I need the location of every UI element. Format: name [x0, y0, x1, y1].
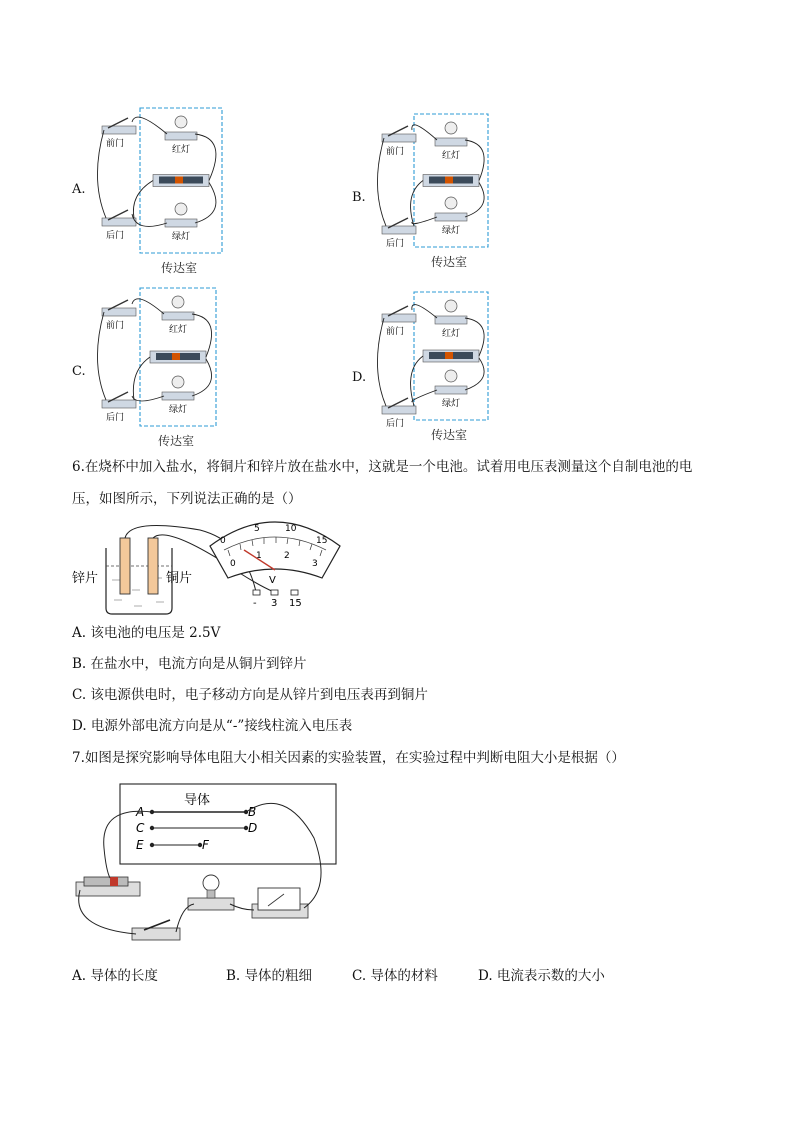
- q6-option-c: C. 该电源供电时，电子移动方向是从锌片到电压表再到铜片: [72, 687, 428, 703]
- guard-room-caption: 传达室: [158, 434, 195, 448]
- zinc-plate: [120, 538, 130, 594]
- svg-text:F: F: [202, 838, 209, 852]
- q5-circuit-diagram: [376, 288, 546, 448]
- q5-circuit-diagram: [96, 100, 266, 260]
- svg-text:15: 15: [316, 536, 328, 546]
- green-lamp-label: 绿灯: [442, 226, 461, 236]
- q5-option-letter: D.: [352, 370, 367, 385]
- back-door-switch-label: 后门: [106, 231, 125, 241]
- svg-text:A: A: [136, 805, 145, 819]
- copper-label: 铜片: [166, 571, 193, 586]
- guard-room-caption: 传达室: [431, 255, 468, 269]
- voltmeter-unit: V: [269, 575, 276, 586]
- front-door-switch-label: 前门: [386, 327, 405, 337]
- q6-option-a: A. 该电池的电压是 2.5V: [72, 625, 221, 641]
- green-lamp-label: 绿灯: [442, 399, 461, 409]
- q5-option-letter: C.: [72, 364, 86, 379]
- back-door-switch-label: 后门: [106, 413, 125, 423]
- q6-stem-line1: 6.在烧杯中加入盐水，将铜片和锌片放在盐水中，这就是一个电池。试着用电压表测量这个自制电池的电: [72, 459, 693, 475]
- svg-text:2: 2: [284, 551, 290, 561]
- red-lamp-label: 红灯: [442, 329, 461, 339]
- back-door-switch-label: 后门: [386, 419, 405, 429]
- q7-option-a: A. 导体的长度: [72, 968, 158, 984]
- conductor-board: [120, 784, 336, 864]
- svg-text:0: 0: [230, 559, 236, 569]
- q7-resistance-experiment-figure: [70, 778, 340, 958]
- q5-circuit-diagram: [376, 108, 546, 268]
- red-lamp-label: 红灯: [172, 145, 191, 155]
- svg-text:E: E: [136, 838, 144, 852]
- svg-text:15: 15: [289, 598, 302, 609]
- svg-text:0: 0: [220, 536, 226, 546]
- svg-text:B: B: [248, 805, 257, 819]
- q5-circuit-diagram: [96, 282, 266, 442]
- front-door-switch-label: 前门: [386, 147, 405, 157]
- svg-text:3: 3: [271, 598, 278, 609]
- front-door-switch-label: 前门: [106, 321, 125, 331]
- q5-option-letter: A.: [72, 182, 86, 197]
- guard-room-caption: 传达室: [431, 428, 468, 442]
- back-door-switch-label: 后门: [386, 239, 405, 249]
- green-lamp-label: 绿灯: [169, 405, 188, 415]
- q7-option-c: C. 导体的材料: [352, 968, 438, 984]
- red-lamp-label: 红灯: [442, 151, 461, 161]
- conductor-board-label: 导体: [184, 793, 211, 808]
- guard-room-caption: 传达室: [161, 261, 198, 275]
- q6-battery-voltmeter-figure: [70, 520, 350, 620]
- q7-option-b: B. 导体的粗细: [226, 968, 313, 984]
- svg-text:-: -: [253, 598, 257, 609]
- red-lamp-label: 红灯: [169, 325, 188, 335]
- q7-option-d: D. 电流表示数的大小: [478, 968, 605, 984]
- svg-text:5: 5: [254, 524, 260, 534]
- svg-text:3: 3: [312, 559, 318, 569]
- q6-option-b: B. 在盐水中，电流方向是从铜片到锌片: [72, 656, 307, 672]
- green-lamp-label: 绿灯: [172, 232, 191, 242]
- copper-plate: [148, 538, 158, 594]
- svg-text:10: 10: [285, 524, 297, 534]
- zinc-label: 锌片: [72, 571, 99, 586]
- q6-option-d: D. 电源外部电流方向是从“-”接线柱流入电压表: [72, 718, 353, 734]
- q7-stem: 7.如图是探究影响导体电阻大小相关因素的实验装置，在实验过程中判断电阻大小是根据（）: [72, 750, 625, 766]
- svg-text:1: 1: [256, 551, 262, 561]
- q6-stem-line2: 压，如图所示，下列说法正确的是（）: [72, 491, 302, 507]
- svg-text:D: D: [248, 821, 258, 835]
- front-door-switch-label: 前门: [106, 139, 125, 149]
- svg-text:C: C: [136, 821, 145, 835]
- q5-option-letter: B.: [352, 190, 366, 205]
